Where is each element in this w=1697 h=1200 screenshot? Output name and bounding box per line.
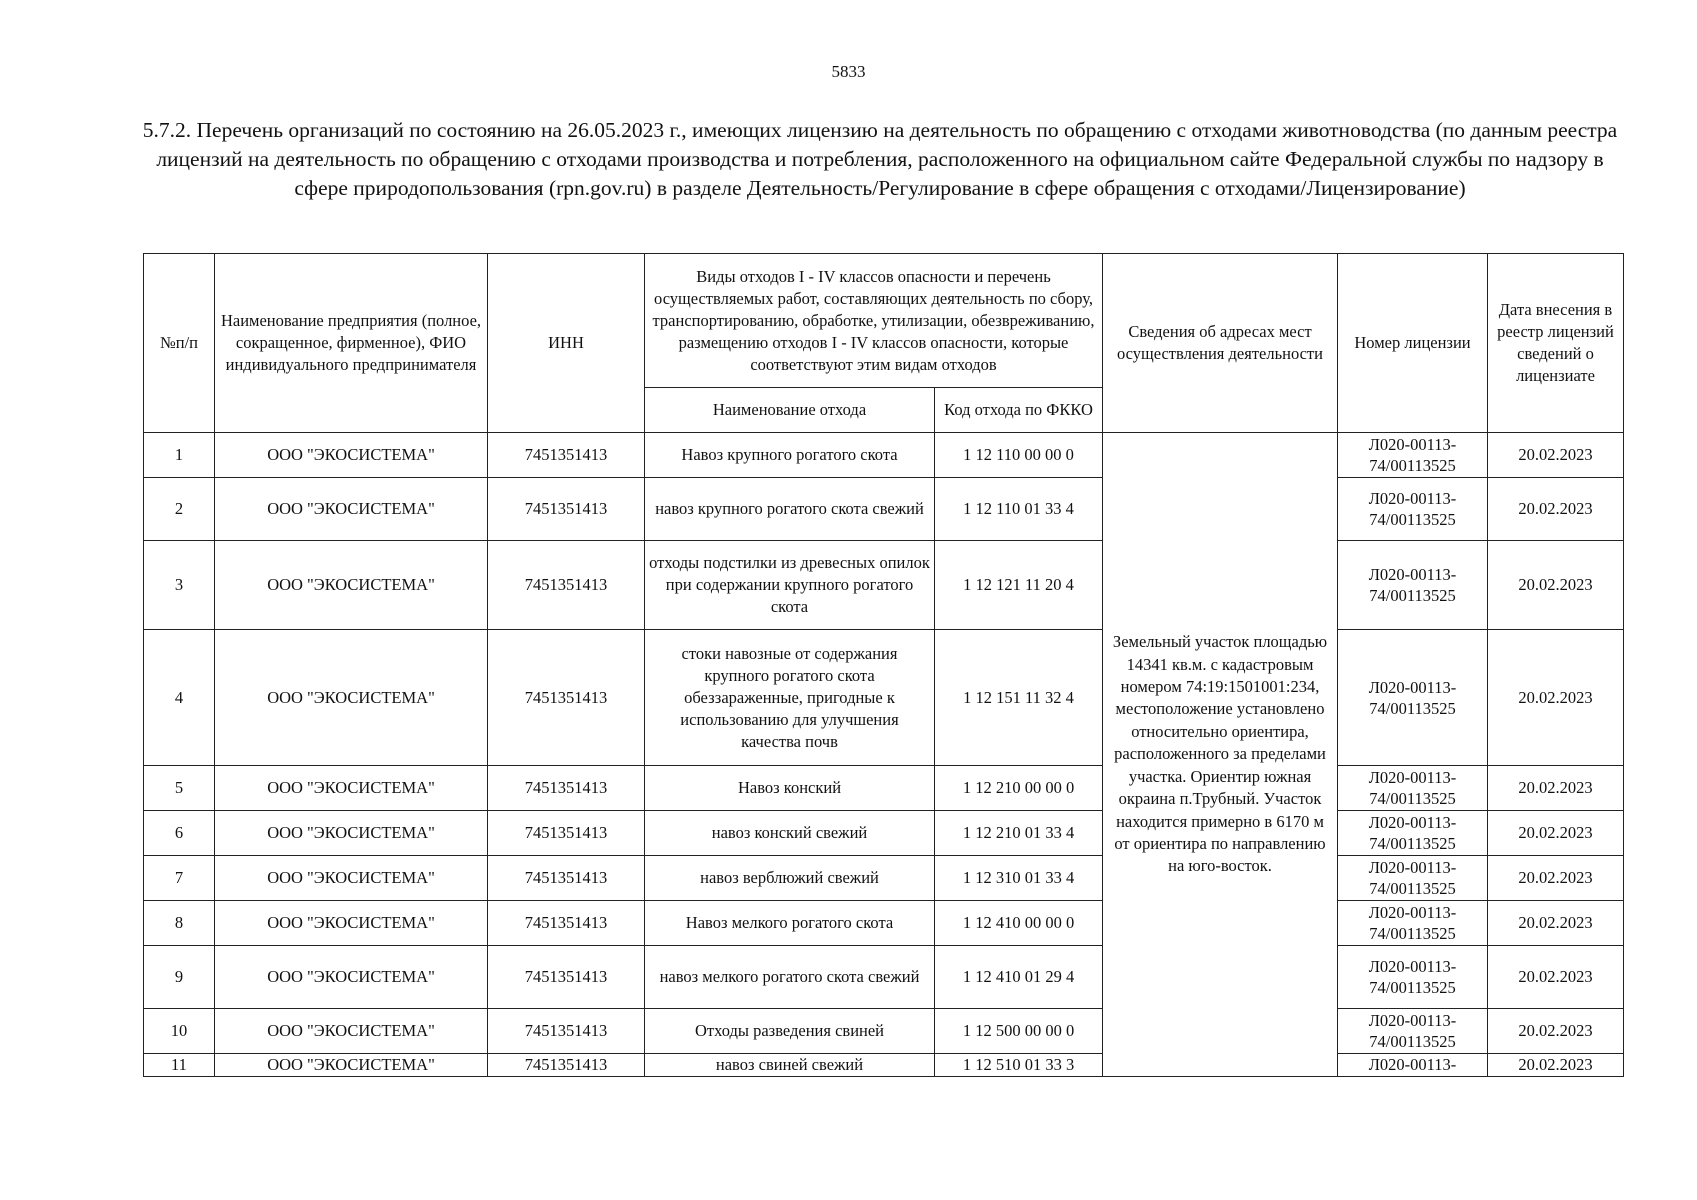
header-waste-code: Код отхода по ФККО (935, 388, 1103, 433)
registry-date: 20.02.2023 (1488, 811, 1624, 856)
license-number: Л020-00113-74/00113525 (1338, 1009, 1488, 1054)
waste-name: стоки навозные от содержания крупного рогатого скота обеззараженные, пригодные к использованию для улучшения качества почв (645, 630, 935, 766)
waste-name: Навоз мелкого рогатого скота (645, 901, 935, 946)
company-name: ООО "ЭКОСИСТЕМА" (215, 433, 488, 478)
inn-value: 7451351413 (488, 1009, 645, 1054)
inn-value: 7451351413 (488, 946, 645, 1009)
row-num: 11 (144, 1054, 215, 1077)
table-row (144, 856, 1624, 901)
registry-date: 20.02.2023 (1488, 1054, 1624, 1077)
inn-value: 7451351413 (488, 811, 645, 856)
table-row (144, 478, 1624, 541)
row-num: 2 (144, 478, 215, 541)
waste-code: 1 12 410 00 00 0 (935, 901, 1103, 946)
waste-code: 1 12 500 00 00 0 (935, 1009, 1103, 1054)
table-row (144, 433, 1624, 478)
registry-date: 20.02.2023 (1488, 946, 1624, 1009)
waste-code: 1 12 510 01 33 3 (935, 1054, 1103, 1077)
company-name: ООО "ЭКОСИСТЕМА" (215, 901, 488, 946)
registry-date: 20.02.2023 (1488, 1009, 1624, 1054)
header-company-name: Наименование предприятия (полное, сокращенное, фирменное), ФИО индивидуального предпринимателя (215, 254, 488, 433)
inn-value: 7451351413 (488, 766, 645, 811)
header-license-number: Номер лицензии (1338, 254, 1488, 433)
inn-value: 7451351413 (488, 1054, 645, 1077)
company-name: ООО "ЭКОСИСТЕМА" (215, 1009, 488, 1054)
license-number: Л020-00113-74/00113525 (1338, 946, 1488, 1009)
row-num: 9 (144, 946, 215, 1009)
registry-date: 20.02.2023 (1488, 901, 1624, 946)
waste-code: 1 12 210 00 00 0 (935, 766, 1103, 811)
waste-name: навоз крупного рогатого скота свежий (645, 478, 935, 541)
waste-name: Навоз конский (645, 766, 935, 811)
registry-date: 20.02.2023 (1488, 766, 1624, 811)
company-name: ООО "ЭКОСИСТЕМА" (215, 946, 488, 1009)
waste-code: 1 12 410 01 29 4 (935, 946, 1103, 1009)
inn-value: 7451351413 (488, 901, 645, 946)
waste-name: Отходы разведения свиней (645, 1009, 935, 1054)
table-row (144, 946, 1624, 1009)
license-number: Л020-00113-74/00113525 (1338, 630, 1488, 766)
row-num: 4 (144, 630, 215, 766)
registry-date: 20.02.2023 (1488, 541, 1624, 630)
inn-value: 7451351413 (488, 856, 645, 901)
table-row (144, 630, 1624, 766)
license-number: Л020-00113-74/00113525 (1338, 766, 1488, 811)
company-name: ООО "ЭКОСИСТЕМА" (215, 856, 488, 901)
section-title: 5.7.2. Перечень организаций по состоянию на 26.05.2023 г., имеющих лицензию на деятельность по обращению с отходами животноводства (по данным реестра лицензий на деятельность по обращению с отходами производства и потребления, расположенного на официальном сайте Федеральной службы по надзору в сфере природопользования (rpn.gov.ru) в разделе Деятельность/Регулирование в сфере обращения с отходами/Лицензирование) (142, 118, 1618, 200)
row-num: 6 (144, 811, 215, 856)
page-number: 5833 (831, 62, 866, 81)
waste-name: отходы подстилки из древесных опилок при содержании крупного рогатого скота (645, 541, 935, 630)
header-address: Сведения об адресах мест осуществления деятельности (1103, 254, 1338, 433)
row-num: 10 (144, 1009, 215, 1054)
registry-date: 20.02.2023 (1488, 630, 1624, 766)
license-number: Л020-00113- (1338, 1054, 1488, 1077)
waste-code: 1 12 210 01 33 4 (935, 811, 1103, 856)
registry-date: 20.02.2023 (1488, 478, 1624, 541)
inn-value: 7451351413 (488, 478, 645, 541)
license-number: Л020-00113-74/00113525 (1338, 478, 1488, 541)
activity-address: Земельный участок площадью 14341 кв.м. с кадастровым номером 74:19:1501001:234, местоположение установлено относительно ориентира, расположенного за пределами участка. Ориентир южная окраина п.Трубный. Участок находится примерно в 6170 м от ориентира по направлению на юго-восток. (1103, 433, 1338, 1077)
waste-name: навоз свиней свежий (645, 1054, 935, 1077)
waste-code: 1 12 121 11 20 4 (935, 541, 1103, 630)
row-num: 7 (144, 856, 215, 901)
header-waste-types: Виды отходов I - IV классов опасности и перечень осуществляемых работ, составляющих деятельность по сбору, транспортированию, обработке, утилизации, обезвреживанию, размещению отходов I - IV классов опасности, которые соответствуют этим видам отходов (645, 254, 1103, 388)
license-number: Л020-00113-74/00113525 (1338, 541, 1488, 630)
company-name: ООО "ЭКОСИСТЕМА" (215, 541, 488, 630)
waste-code: 1 12 110 01 33 4 (935, 478, 1103, 541)
table-row (144, 766, 1624, 811)
header-registry-date: Дата внесения в реестр лицензий сведений о лицензиате (1488, 254, 1624, 433)
table-row (144, 1054, 1624, 1077)
row-num: 8 (144, 901, 215, 946)
company-name: ООО "ЭКОСИСТЕМА" (215, 811, 488, 856)
table-row (144, 1009, 1624, 1054)
company-name: ООО "ЭКОСИСТЕМА" (215, 1054, 488, 1077)
table-row (144, 541, 1624, 630)
table-row (144, 901, 1624, 946)
registry-date: 20.02.2023 (1488, 856, 1624, 901)
waste-name: навоз конский свежий (645, 811, 935, 856)
license-number: Л020-00113-74/00113525 (1338, 811, 1488, 856)
company-name: ООО "ЭКОСИСТЕМА" (215, 766, 488, 811)
waste-code: 1 12 151 11 32 4 (935, 630, 1103, 766)
license-number: Л020-00113-74/00113525 (1338, 901, 1488, 946)
inn-value: 7451351413 (488, 433, 645, 478)
header-num: №п/п (144, 254, 215, 433)
waste-code: 1 12 310 01 33 4 (935, 856, 1103, 901)
row-num: 3 (144, 541, 215, 630)
inn-value: 7451351413 (488, 630, 645, 766)
waste-code: 1 12 110 00 00 0 (935, 433, 1103, 478)
license-number: Л020-00113-74/00113525 (1338, 433, 1488, 478)
company-name: ООО "ЭКОСИСТЕМА" (215, 478, 488, 541)
row-num: 1 (144, 433, 215, 478)
waste-name: навоз верблюжий свежий (645, 856, 935, 901)
company-name: ООО "ЭКОСИСТЕМА" (215, 630, 488, 766)
waste-name: Навоз крупного рогатого скота (645, 433, 935, 478)
row-num: 5 (144, 766, 215, 811)
waste-name: навоз мелкого рогатого скота свежий (645, 946, 935, 1009)
header-inn: ИНН (488, 254, 645, 433)
header-waste-name: Наименование отхода (645, 388, 935, 433)
table-row (144, 811, 1624, 856)
inn-value: 7451351413 (488, 541, 645, 630)
registry-date: 20.02.2023 (1488, 433, 1624, 478)
license-registry-table (143, 253, 1624, 1077)
license-number: Л020-00113-74/00113525 (1338, 856, 1488, 901)
